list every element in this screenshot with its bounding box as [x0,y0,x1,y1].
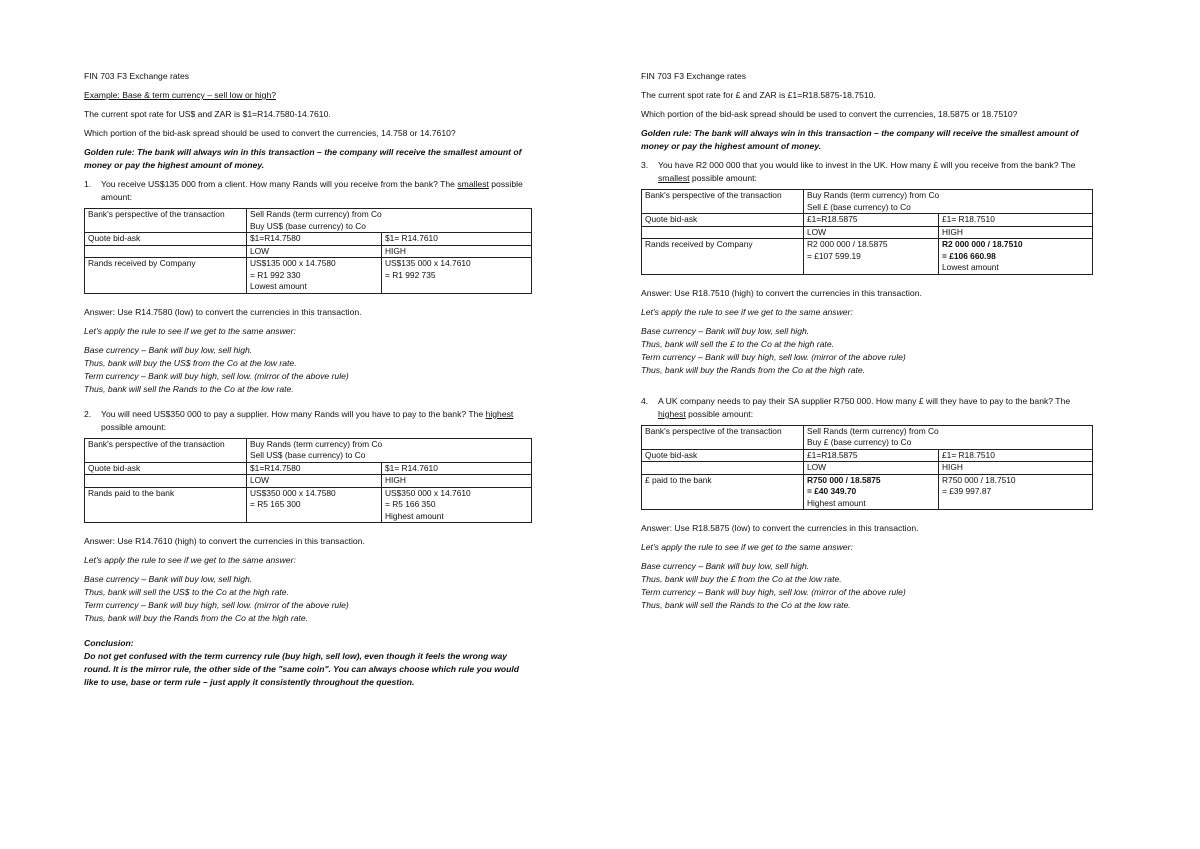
answer-text: Answer: Use R14.7610 (high) to convert the currencies in this transaction. [84,536,365,546]
rule-line: Base currency – Bank will buy low, sell high. [641,325,810,336]
question-1-text-b: possible amount: [101,179,523,202]
rule-line: Term currency – Bank will buy high, sell low. (mirror of the above rule) [641,587,906,597]
table-cell: HIGH [939,462,1093,475]
rule-line: Term currency – Bank will buy high, sell low. (mirror of the above rule) [641,351,906,362]
rule-line: Thus, bank will sell the Rands to the Co at the low rate. [641,600,851,610]
question-text: Which portion of the bid-ask spread should be used to convert the currencies, 14.758 or 14.7610? [84,128,456,138]
question-2-text [101,408,532,434]
rule-lines [84,344,532,396]
page-header: FIN 703 F3 Exchange rates [84,71,190,81]
cell-line: Highest amount [385,510,444,521]
apply-rule-text: Let's apply the rule to see if we get to the same answer: [641,542,853,552]
table-row [85,475,532,488]
question-1-text-a: You receive US$135 000 from a client. How many Rands will you receive from the bank? The [101,179,458,189]
table-row [642,462,1093,475]
cell-line: = £40 349.70 [807,486,857,496]
spot-rate: The current spot rate for US$ and ZAR is $1=R14.7580-14.7610. [84,109,331,119]
question-1-emphasis: smallest [457,179,489,189]
question-4-text-a: A UK company needs to pay their SA supplier R750 000. How many £ will they have to pay to the bank? The [658,395,1071,406]
table-cell: Bank's perspective of the transaction [85,438,247,462]
cell-line: = R5 166 350 [385,499,436,509]
question-text: Which portion of the bid-ask spread should be used to convert the currencies, 18.5875 or 18.7510? [641,109,1018,119]
question-number: 2. [84,408,92,419]
cell-line: = R1 992 735 [385,269,436,280]
cell-line: Sell Rands (term currency) from Co [250,209,382,219]
question-4-emphasis: highest [658,408,686,419]
rule-line: Term currency – Bank will buy high, sell low. (mirror of the above rule) [84,370,349,381]
rule-line: Thus, bank will sell the Rands to the Co at the low rate. [84,383,294,394]
cell-line: Sell £ (base currency) to Co [807,201,911,212]
table-cell [642,462,804,475]
question-3 [641,159,1093,185]
table-cell: Rands paid to the bank [85,487,247,523]
question-1-text [101,178,532,204]
question-1 [84,178,532,204]
table-row [642,214,1093,227]
table-cell: £1=R18.5875 [804,449,939,462]
left-page [84,70,532,695]
table-cell [382,258,532,294]
table-cell: Rands received by Company [642,239,804,275]
rule-lines [641,560,1093,612]
cell-line: Buy Rands (term currency) from Co [250,438,383,449]
table-cell: £1= R18.7510 [939,449,1093,462]
cell-line: R750 000 / 18.7510 [942,474,1016,485]
table-row [642,425,1093,449]
table-cell: Rands received by Company [85,258,247,294]
table-cell [804,239,939,275]
rule-lines [641,325,1093,377]
q1-table [84,208,532,294]
page-header: FIN 703 F3 Exchange rates [641,71,747,81]
question-3-text-b: possible amount: [689,173,757,183]
cell-line: US$350 000 x 14.7580 [250,487,336,498]
question-2-text-b: possible amount: [101,421,166,432]
table-cell: £1=R18.5875 [804,214,939,227]
cell-line: = £106 660.98 [942,250,996,261]
rule-line: Thus, bank will buy the US$ from the Co at the low rate. [84,357,297,368]
table-row [642,449,1093,462]
cell-line: R2 000 000 / 18.5875 [807,239,888,249]
question-2-emphasis: highest [485,408,514,419]
table-cell: Bank's perspective of the transaction [85,209,247,233]
example-heading: Example: Base & term currency – sell low or high? [84,90,277,100]
apply-rule-text: Let's apply the rule to see if we get to the same answer: [641,306,853,317]
rule-line: Base currency – Bank will buy low, sell high. [84,574,253,584]
rule-line: Thus, bank will sell the £ to the Co at the high rate. [641,338,834,349]
rule-line: Term currency – Bank will buy high, sell low. (mirror of the above rule) [84,600,349,610]
apply-rule-text: Let's apply the rule to see if we get to the same answer: [84,555,296,565]
table-cell [804,474,939,510]
cell-line: Lowest amount [942,262,999,272]
table-cell: HIGH [382,475,532,488]
question-3-text-a: You have R2 000 000 that you would like to invest in the UK. How many £ will you receive from the bank? The [658,160,1076,170]
table-cell: HIGH [382,245,532,258]
cell-line: Buy Rands (term currency) from Co [807,190,940,200]
table-cell: £1= R18.7510 [939,214,1093,227]
table-cell [804,425,1093,449]
table-cell [85,245,247,258]
question-3-text [658,159,1093,185]
table-cell: Quote bid-ask [85,233,247,246]
table-cell: Bank's perspective of the transaction [642,425,804,449]
q4-table [641,425,1093,511]
cell-line: = R1 992 330 [250,269,301,280]
answer-text: Answer: Use R14.7580 (low) to convert the currencies in this transaction. [84,306,362,317]
q2-table [84,438,532,524]
table-cell [939,474,1093,510]
rule-line: Thus, bank will buy the Rands from the Co at the high rate. [641,364,866,375]
question-2 [84,408,532,434]
table-cell: $1= R14.7610 [382,462,532,475]
rule-line: Base currency – Bank will buy low, sell high. [641,561,810,571]
rule-lines [84,573,532,625]
table-cell: LOW [804,226,939,239]
table-cell: LOW [247,475,382,488]
table-row [642,474,1093,510]
rule-line: Thus, bank will buy the Rands from the Co at the high rate. [84,613,309,623]
cell-line: Highest amount [807,497,866,508]
question-2-text-a: You will need US$350 000 to pay a supplier. How many Rands will you have to pay to the bank? The [101,408,486,419]
spot-rate: The current spot rate for £ and ZAR is £1=R18.5875-18.7510. [641,90,876,100]
table-cell: Quote bid-ask [642,449,804,462]
question-3-emphasis: smallest [658,173,690,183]
question-number: 1. [84,179,92,189]
answer-text: Answer: Use R18.5875 (low) to convert the currencies in this transaction. [641,523,919,533]
golden-rule: Golden rule: The bank will always win in this transaction – the company will receive the smallest amount of money or pay the highest amount of money. [84,147,524,170]
cell-line: Sell US$ (base currency) to Co [250,450,366,460]
table-cell: $1= R14.7610 [382,233,532,246]
cell-line: US$135 000 x 14.7580 [250,258,336,268]
table-cell [804,190,1093,214]
table-row [85,245,532,258]
right-page [641,70,1093,624]
table-cell [247,438,532,462]
conclusion-text: Do not get confused with the term currency rule (buy high, sell low), even though it feels the wrong way round. It is the mirror rule, the other side of the "same coin". You can always choose which rule you would like to use, base or term rule – just apply it consistently throughout the question. [84,651,522,687]
question-4-text-b: possible amount: [685,408,754,419]
table-cell: HIGH [939,226,1093,239]
table-row [85,487,532,523]
table-cell [382,487,532,523]
cell-line: = £39 997.87 [942,486,992,496]
table-row [85,438,532,462]
table-cell [247,209,532,233]
question-4-text [658,395,1093,421]
table-row [642,226,1093,239]
q3-table [641,189,1093,275]
cell-line: US$135 000 x 14.7610 [385,258,471,268]
cell-line: Buy £ (base currency) to Co [807,437,912,447]
cell-line: R2 000 000 / 18.7510 [942,239,1023,249]
table-row [85,258,532,294]
apply-rule-text: Let's apply the rule to see if we get to the same answer: [84,325,296,336]
cell-line: = R5 165 300 [250,499,301,509]
conclusion-heading: Conclusion: [84,638,134,648]
table-cell [939,239,1093,275]
cell-line: Sell Rands (term currency) from Co [807,425,939,436]
table-cell: $1=R14.7580 [247,462,382,475]
rule-line: Thus, bank will sell the US$ to the Co at the high rate. [84,587,289,597]
table-cell: LOW [804,462,939,475]
table-row [642,239,1093,275]
cell-line: = £107 599.19 [807,250,861,261]
table-cell: $1=R14.7580 [247,233,382,246]
cell-line: US$350 000 x 14.7610 [385,487,471,498]
golden-rule: Golden rule: The bank will always win in this transaction – the company will receive the smallest amount of money or pay the highest amount of money. [641,128,1081,151]
table-cell: Bank's perspective of the transaction [642,190,804,214]
table-row [85,209,532,233]
table-cell: Quote bid-ask [85,462,247,475]
cell-line: R750 000 / 18.5875 [807,474,881,485]
table-cell [85,475,247,488]
question-number: 3. [641,160,649,170]
table-cell [247,258,382,294]
table-cell [642,226,804,239]
question-4 [641,395,1093,421]
table-row [85,462,532,475]
table-cell: LOW [247,245,382,258]
table-row [85,233,532,246]
table-cell: Quote bid-ask [642,214,804,227]
table-row [642,190,1093,214]
table-cell [247,487,382,523]
question-number: 4. [641,395,649,406]
answer-text: Answer: Use R18.7510 (high) to convert the currencies in this transaction. [641,287,922,298]
table-cell: £ paid to the bank [642,474,804,510]
cell-line: Lowest amount [250,281,307,291]
rule-line: Base currency – Bank will buy low, sell high. [84,344,253,355]
cell-line: Buy US$ (base currency) to Co [250,220,366,231]
rule-line: Thus, bank will buy the £ from the Co at the low rate. [641,574,842,584]
